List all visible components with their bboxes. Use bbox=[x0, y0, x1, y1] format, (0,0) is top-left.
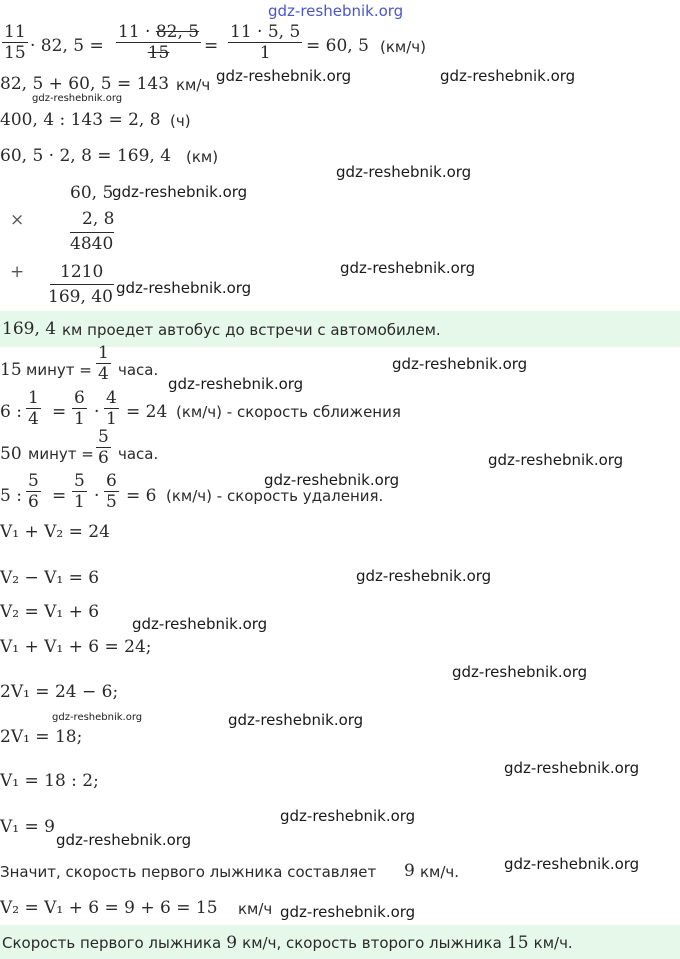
text: минут = bbox=[28, 445, 94, 463]
equals: = bbox=[204, 36, 219, 56]
unit: км/ч bbox=[176, 76, 211, 94]
equation-5: 2V₁ = 24 − 6; bbox=[0, 682, 119, 702]
partial-2: 1210 bbox=[60, 262, 104, 282]
text: часа. bbox=[118, 361, 159, 379]
answer-number: 169, 4 bbox=[2, 319, 57, 339]
partial-1: 4840 bbox=[70, 234, 114, 254]
watermark: gdz-reshebnik.org bbox=[504, 855, 640, 873]
text: минут = bbox=[26, 361, 92, 379]
equation-9: V₂ = V₁ + 6 = 9 + 6 = 15 bbox=[0, 898, 218, 918]
equation-3: V₂ = V₁ + 6 bbox=[0, 602, 100, 622]
fraction-55 bbox=[228, 22, 302, 63]
fraction-5-6 bbox=[96, 427, 111, 468]
denominator: 1 bbox=[106, 409, 117, 429]
answer-2 bbox=[2, 933, 573, 953]
watermark: gdz-reshebnik.org bbox=[168, 375, 304, 393]
equation-2: V₂ − V₁ = 6 bbox=[0, 568, 100, 588]
value: 15 bbox=[0, 360, 22, 380]
multiplier: 2, 8 bbox=[82, 209, 115, 229]
equals: = bbox=[52, 402, 67, 422]
total: 169, 40 bbox=[48, 287, 113, 307]
text: (км/ч) - скорость сближения bbox=[176, 403, 401, 421]
equation-1: V₁ + V₂ = 24 bbox=[0, 522, 110, 542]
fraction-strike bbox=[116, 22, 201, 63]
expr: 6 : bbox=[0, 402, 22, 422]
watermark: gdz-reshebnik.org bbox=[112, 183, 248, 201]
result: = 6 bbox=[126, 486, 157, 506]
answer-number: 15 bbox=[506, 933, 529, 953]
watermark: gdz-reshebnik.org bbox=[228, 711, 364, 729]
denominator: 1 bbox=[74, 492, 85, 512]
fraction bbox=[104, 388, 119, 429]
watermark: gdz-reshebnik.org bbox=[356, 567, 492, 585]
numerator: 11 · 5, 5 bbox=[230, 22, 301, 42]
watermark: gdz-reshebnik.org bbox=[280, 807, 416, 825]
watermark: gdz-reshebnik.org bbox=[504, 759, 640, 777]
numerator: 1 bbox=[28, 388, 39, 408]
denominator: 6 bbox=[28, 492, 39, 512]
denominator: 1 bbox=[259, 43, 271, 63]
equation-7: V₁ = 18 : 2; bbox=[0, 771, 99, 791]
equation-6: 2V₁ = 18; bbox=[0, 727, 83, 747]
watermark: gdz-reshebnik.org bbox=[32, 93, 123, 104]
fraction-11-15 bbox=[2, 22, 28, 63]
denominator: 5 bbox=[106, 492, 117, 512]
watermark: gdz-reshebnik.org bbox=[268, 2, 404, 20]
watermark: gdz-reshebnik.org bbox=[216, 67, 352, 85]
watermark: gdz-reshebnik.org bbox=[488, 451, 624, 469]
num-part: 11 · bbox=[118, 22, 156, 42]
expr: 5 : bbox=[0, 486, 22, 506]
dot: · bbox=[94, 402, 100, 422]
watermark: gdz-reshebnik.org bbox=[56, 831, 192, 849]
numerator: 5 bbox=[98, 427, 109, 447]
answer-text: км/ч. bbox=[533, 934, 573, 952]
numerator: 4 bbox=[106, 388, 117, 408]
numerator: 6 bbox=[106, 471, 117, 491]
struck-value: 82, 5 bbox=[155, 22, 200, 42]
unit: км/ч bbox=[238, 900, 273, 918]
denominator: 1 bbox=[74, 409, 85, 429]
watermark: gdz-reshebnik.org bbox=[336, 163, 472, 181]
fraction bbox=[26, 471, 41, 512]
text: часа. bbox=[118, 445, 159, 463]
rule-1 bbox=[70, 232, 114, 233]
text: (км/ч) - скорость удаления. bbox=[166, 487, 384, 505]
watermark: gdz-reshebnik.org bbox=[52, 712, 143, 723]
watermark: gdz-reshebnik.org bbox=[392, 355, 528, 373]
conclusion-number: 9 bbox=[404, 861, 415, 881]
times-sign: × bbox=[10, 210, 25, 230]
denominator: 6 bbox=[98, 448, 109, 468]
fraction bbox=[26, 388, 41, 429]
dot: · bbox=[94, 486, 100, 506]
equation-4: V₁ + V₁ + 6 = 24; bbox=[0, 637, 152, 657]
unit: (ч) bbox=[170, 112, 191, 130]
fraction-1-4 bbox=[96, 343, 111, 384]
answer-text: км проедет автобус до встречи с автомобилем. bbox=[62, 321, 441, 339]
watermark: gdz-reshebnik.org bbox=[440, 67, 576, 85]
expr-line4: 60, 5 · 2, 8 = 169, 4 bbox=[0, 146, 172, 166]
answer-text: Скорость первого лыжника bbox=[2, 934, 222, 952]
answer-text: км/ч, скорость второго лыжника bbox=[242, 934, 502, 952]
numerator bbox=[116, 22, 201, 43]
watermark: gdz-reshebnik.org bbox=[132, 615, 268, 633]
numerator: 5 bbox=[28, 471, 39, 491]
equation-8: V₁ = 9 bbox=[0, 817, 55, 837]
watermark: gdz-reshebnik.org bbox=[264, 471, 400, 489]
result: = 60, 5 bbox=[306, 36, 369, 56]
expr-line2: 82, 5 + 60, 5 = 143 bbox=[0, 74, 170, 94]
fraction bbox=[72, 388, 87, 429]
fraction bbox=[72, 471, 87, 512]
watermark: gdz-reshebnik.org bbox=[280, 903, 416, 921]
answer-number: 9 bbox=[226, 933, 238, 953]
denominator: 4 bbox=[98, 364, 109, 384]
denominator: 15 bbox=[147, 43, 170, 63]
numerator: 1 bbox=[98, 343, 109, 363]
conclusion-text: Значит, скорость первого лыжника составляет bbox=[0, 863, 377, 881]
watermark: gdz-reshebnik.org bbox=[340, 259, 476, 277]
expr-line3: 400, 4 : 143 = 2, 8 bbox=[0, 110, 161, 130]
equals: = bbox=[52, 486, 67, 506]
numerator: 5 bbox=[74, 471, 85, 491]
rule-2 bbox=[50, 284, 114, 285]
denominator: 15 bbox=[4, 43, 26, 63]
watermark: gdz-reshebnik.org bbox=[452, 663, 588, 681]
plus-sign: + bbox=[10, 262, 25, 282]
result: = 24 bbox=[126, 402, 168, 422]
unit: (км/ч) bbox=[380, 38, 426, 56]
unit: (км) bbox=[186, 148, 219, 166]
multiplicand: 60, 5 bbox=[70, 183, 114, 203]
numerator: 11 bbox=[4, 22, 26, 42]
expr-part: · 82, 5 = bbox=[30, 36, 104, 56]
value: 50 bbox=[0, 444, 22, 464]
numerator: 6 bbox=[74, 388, 85, 408]
denominator: 4 bbox=[28, 409, 39, 429]
fraction bbox=[104, 471, 119, 512]
watermark: gdz-reshebnik.org bbox=[116, 279, 252, 297]
conclusion-unit: км/ч. bbox=[420, 863, 460, 881]
